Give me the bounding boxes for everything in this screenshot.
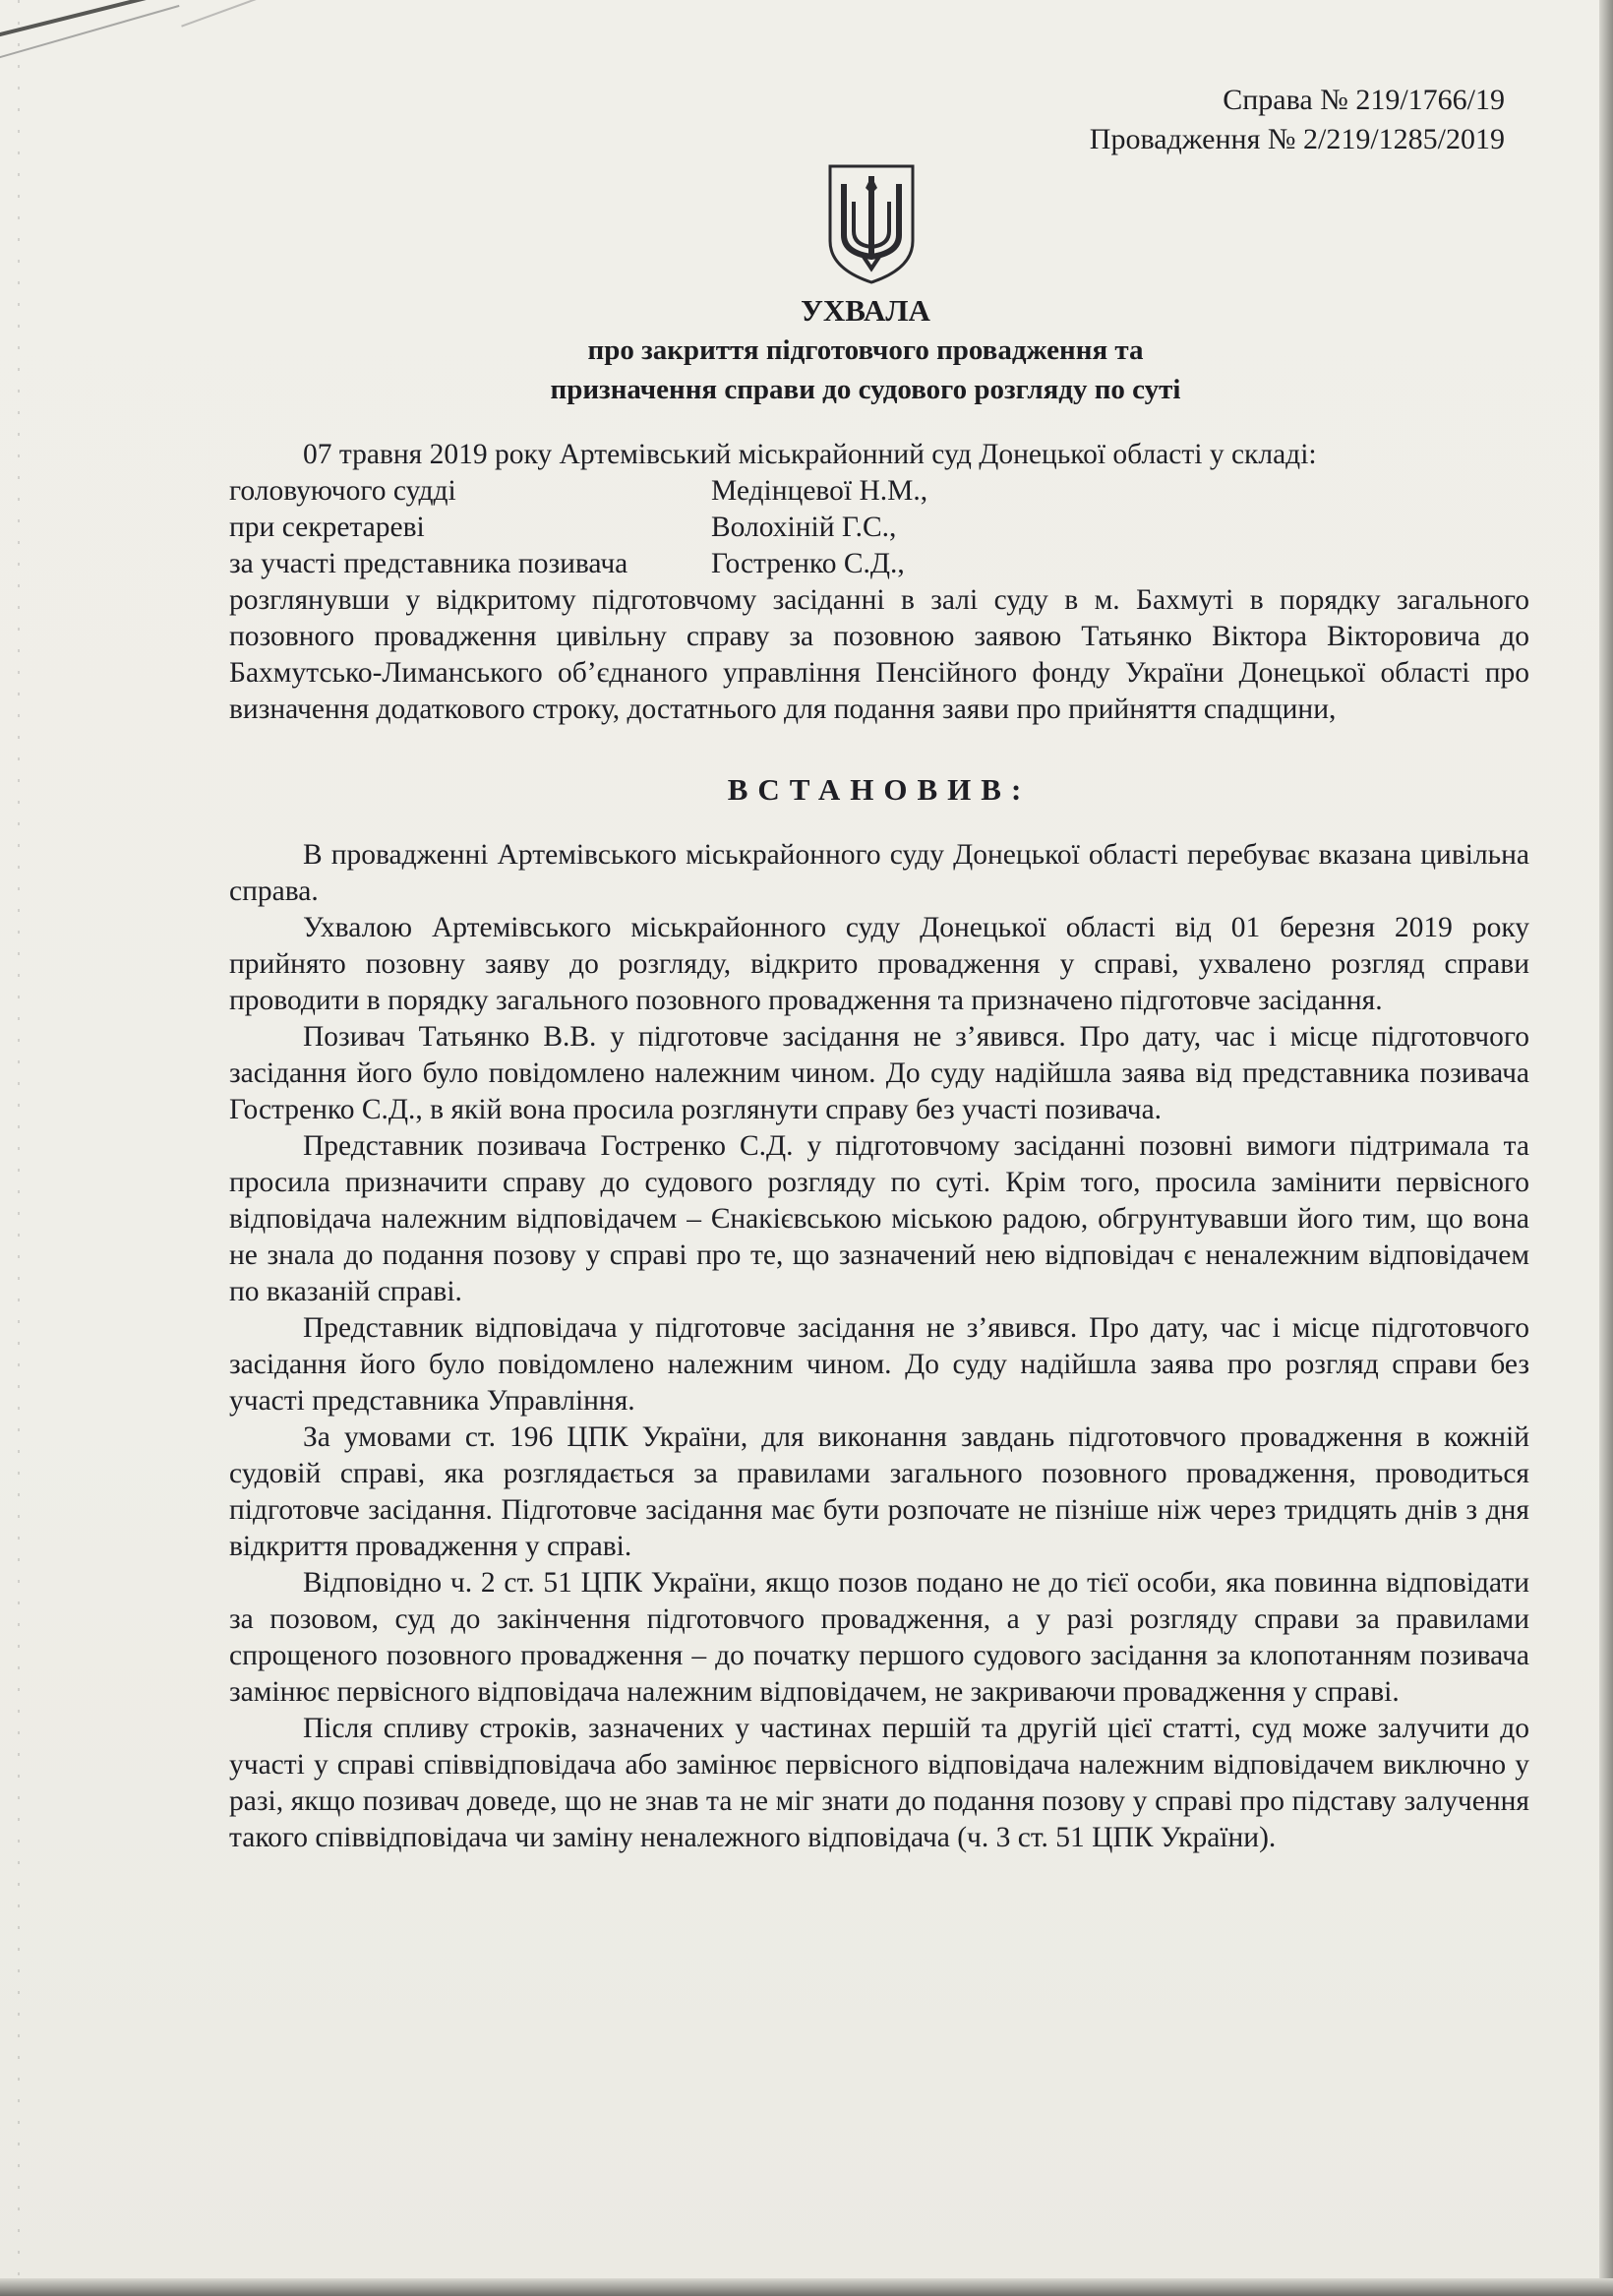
page-edge-bottom <box>0 2278 1613 2296</box>
paragraph: Відповідно ч. 2 ст. 51 ЦПК України, якщо позов подано не до тієї особи, яка повинна відповідати за позовом, суд до закінчення підготовчого провадження, а у разі розгляду справи за правилами спрощеного позовного провадження – до початку першого судового засідання за клопотанням позивача замінює первісного відповідача належним відповідачем, не закриваючи провадження у справі. <box>229 1567 1529 1708</box>
intro-text: розглянувши у відкритому підготовчому засіданні в залі суду в м. Бахмуті в порядку загального позовного провадження цивільну справу за позовною заявою Татьянко Віктора Вікторовича до Бахмутсько-Лиманського об’єднаного управління Пенсійного фонду України Донецької області про визначення додаткового строку, достатнього для подання заяви про прийняття спадщини, <box>229 584 1529 725</box>
paragraph: Позивач Татьянко В.В. у підготовче засідання не з’явився. Про дату, час і місце підготовчого засідання його було повідомлено належним чином. До суду надійшла заява від представника позивача Гостренко С.Д., в якій вона просила розглянути справу без участі позивача. <box>229 1021 1529 1125</box>
paragraph: Представник відповідача у підготовче засідання не з’явився. Про дату, час і місце підготовчого засідання його було повідомлено належним чином. До суду надійшла заява про розгляд справи без участі представника Управління. <box>229 1312 1529 1417</box>
judge-name: Медінцевої Н.М., <box>711 475 928 507</box>
secretary-label: при секретареві <box>229 512 425 543</box>
proceeding-number: Провадження № 2/219/1285/2019 <box>1089 123 1505 155</box>
title-subtitle-1: про закриття підготовчого провадження та <box>587 334 1144 366</box>
paragraph: Після спливу строків, зазначених у частинах першій та другій цієї статті, суд може залучити до участі у справі співвідповідача або замінює первісного відповідача належним відповідачем виключно у разі, якщо позивач доведе, що не знав та не міг знати до подання позову у справі про підставу залучення такого співвідповідача чи заміну неналежного відповідача (ч. 3 ст. 51 ЦПК України). <box>229 1713 1529 1853</box>
verdict-heading: ВСТАНОВИВ: <box>727 772 1032 807</box>
representative-label: за участі представника позивача <box>229 548 628 579</box>
paragraph: За умовами ст. 196 ЦПК України, для виконання завдань підготовчого провадження в кожній судовій справі, яка розглядається за правилами загального позовного провадження, проводиться підготовче засідання. Підготовче засідання має бути розпочате не пізніше ніж через тридцять днів з дня відкриття провадження у справі. <box>229 1421 1529 1562</box>
judge-row <box>229 473 1529 510</box>
case-number: Справа № 219/1766/19 <box>1223 84 1505 116</box>
case-header <box>1090 81 1505 159</box>
paragraph: В провадженні Артемівського міськрайонного суду Донецької області перебуває вказана цивільна справа. <box>229 839 1529 907</box>
representative-row <box>229 546 1529 582</box>
intro-line: 07 травня 2019 року Артемівський міськрайонний суд Донецької області у складі: <box>303 439 1317 470</box>
judge-label: головуючого судді <box>229 475 456 507</box>
paragraph: Ухвалою Артемівського міськрайонного суду Донецької області від 01 березня 2019 року прийнято позовну заяву до розгляду, відкрито провадження у справі, ухвалено розгляд справи проводити в порядку загального позовного провадження та призначено підготовче засідання. <box>229 912 1529 1016</box>
folded-corner-shadow <box>0 0 268 41</box>
folded-corner-crease <box>181 0 321 28</box>
secretary-row <box>229 510 1529 546</box>
document-body <box>229 437 1529 1856</box>
title-subtitle-2: призначення справи до судового розгляду по суті <box>550 374 1181 405</box>
paragraph: Представник позивача Гостренко С.Д. у підготовчому засіданні позовні вимоги підтримала та просила призначити справу до судового розгляду по суті. Крім того, просила замінити первісного відповідача належним відповідачем – Єнакієвською міською радою, обгрунтувавши його тим, що вона не знала до подання позову у справі про те, що зазначений нею відповідач є неналежним відповідачем по вказаній справі. <box>229 1130 1529 1307</box>
secretary-name: Волохіній Г.С., <box>711 512 897 543</box>
document-title <box>0 291 1613 409</box>
representative-name: Гостренко С.Д., <box>711 548 905 579</box>
coat-of-arms-icon <box>824 162 919 285</box>
title-ruling: УХВАЛА <box>801 293 930 328</box>
